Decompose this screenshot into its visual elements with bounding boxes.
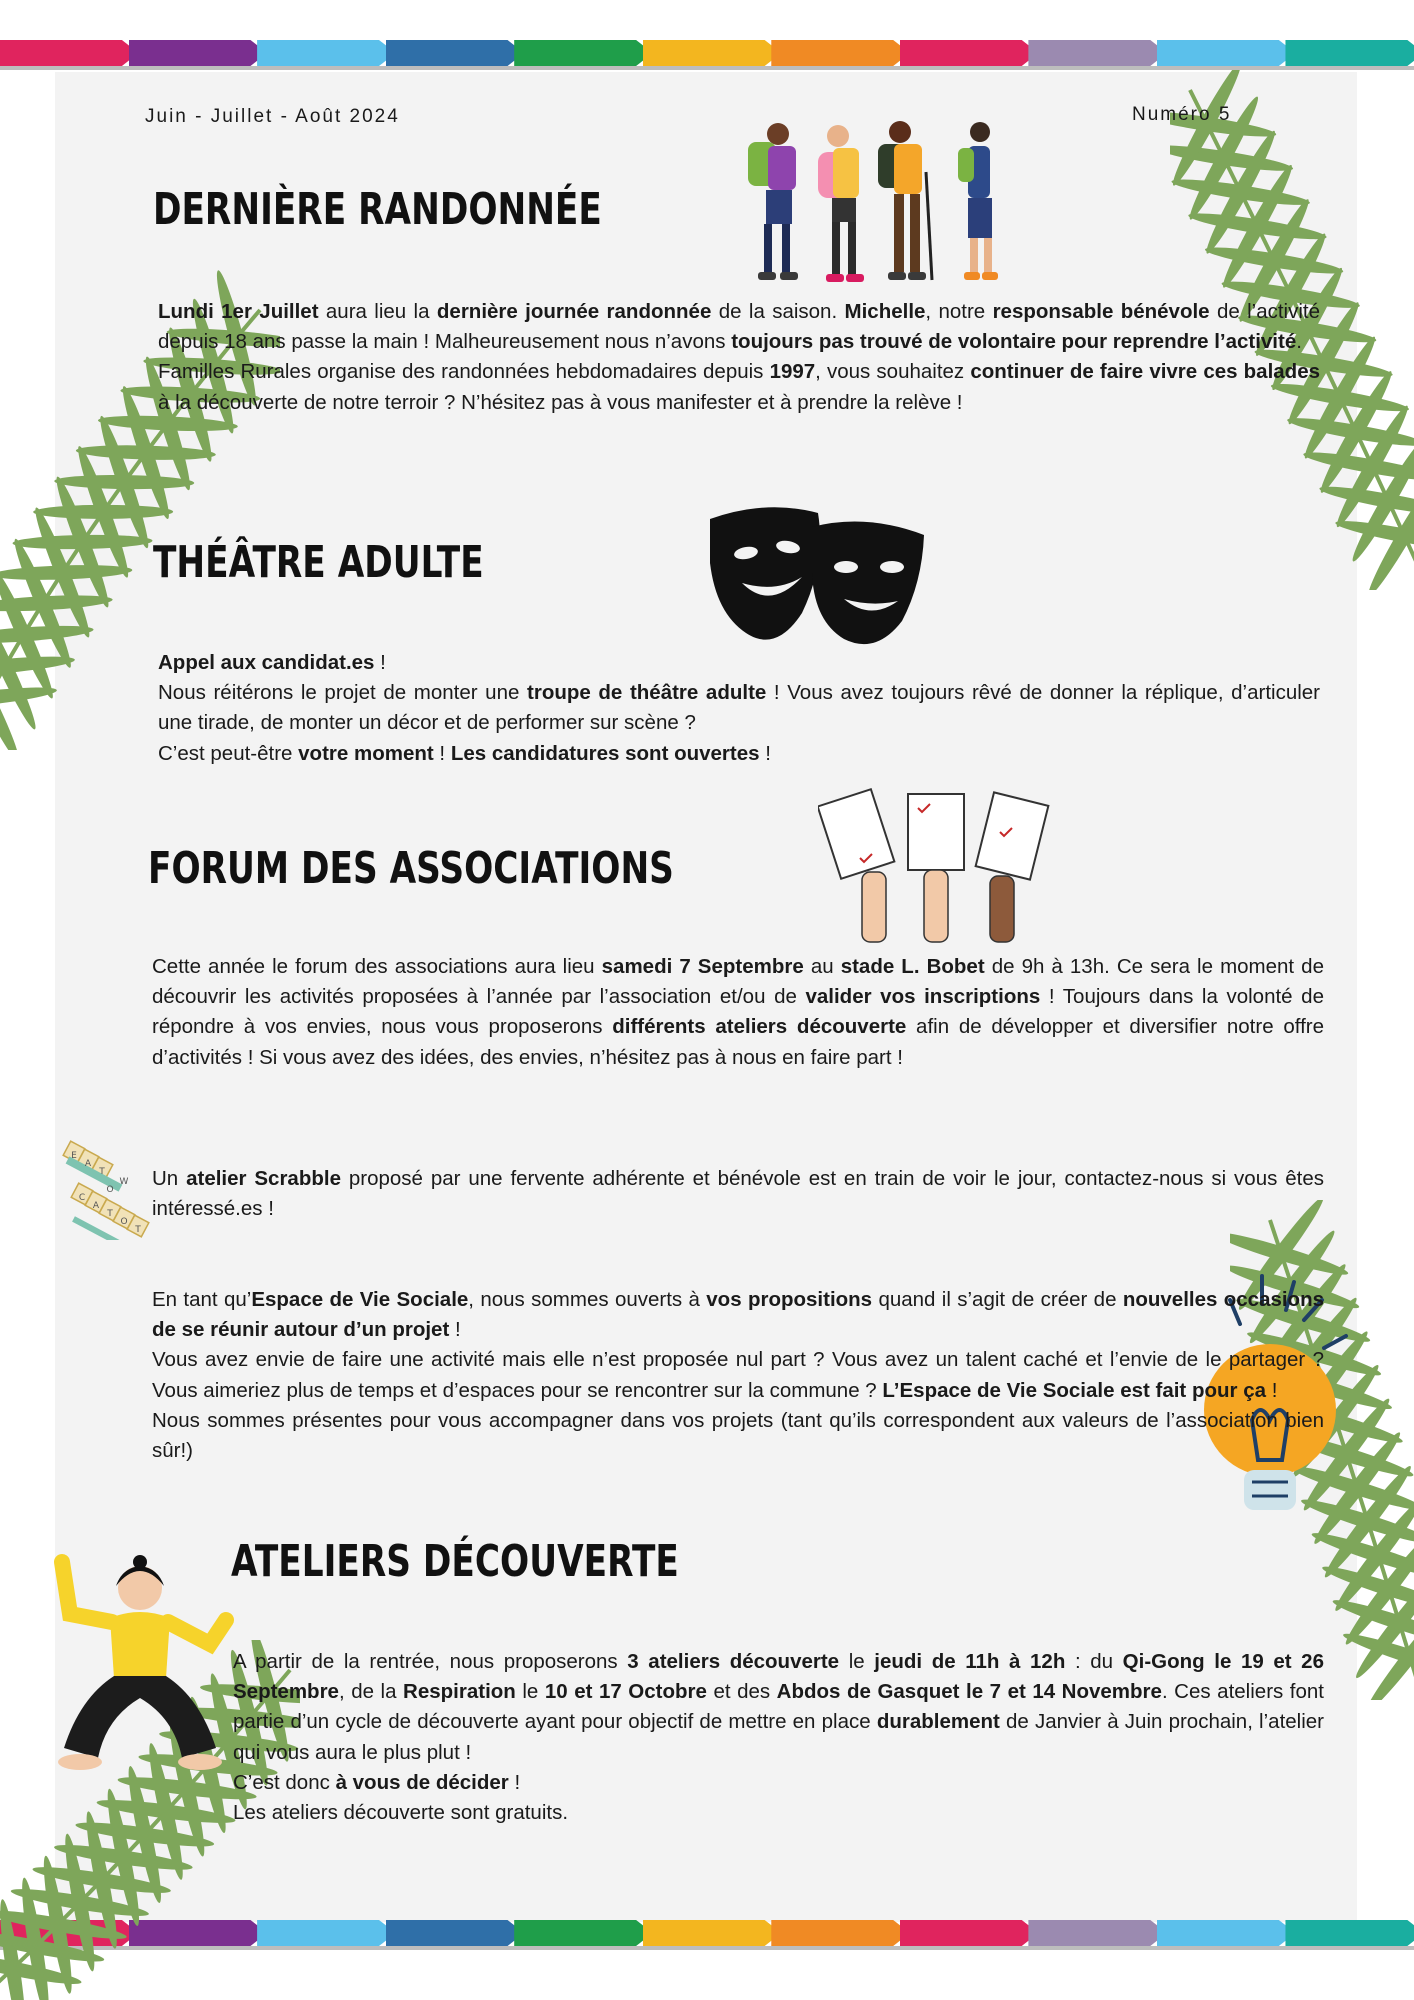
qigong-woman-illustration <box>40 1548 240 1778</box>
bold-text: votre moment <box>298 741 434 765</box>
paragraph <box>152 1345 1324 1405</box>
text: : du <box>1065 1650 1123 1673</box>
theatre-masks-icon <box>706 503 928 651</box>
section-title-forum: FORUM DES ASSOCIATIONS <box>148 843 674 894</box>
stripe-segment <box>1028 1920 1167 1946</box>
text: C’est donc <box>233 1770 336 1794</box>
text: , vous souhaitez <box>815 360 971 384</box>
bold-text: continuer de faire vivre ces balades <box>970 360 1320 384</box>
voting-ballots-illustration <box>818 786 1058 946</box>
section-title-ateliers: ATELIERS DÉCOUVERTE <box>231 1536 679 1587</box>
text: . <box>1296 330 1302 354</box>
text: à la découverte de notre terroir ? N’hésitez pas à vous manifester et à prendre la relève ! <box>158 390 963 414</box>
text: A partir de la rentrée, nous proposerons <box>233 1650 628 1673</box>
bold-text: Michelle <box>844 300 926 323</box>
scrabble-tile-letter: T <box>135 1225 141 1235</box>
randonnee-text <box>158 297 1320 418</box>
paragraph <box>152 1406 1324 1466</box>
bold-text: 3 ateliers découverte <box>627 1650 840 1673</box>
text: aura lieu la <box>318 300 437 323</box>
text: Nous réitérons le projet de monter une <box>158 681 528 705</box>
bold-text: responsable bénévole <box>992 300 1210 323</box>
issue-number: Numéro 5 <box>1132 104 1232 125</box>
scrabble-tiles-icon <box>60 1140 150 1240</box>
forum-text <box>152 952 1324 1073</box>
palm-leaflet <box>0 593 113 614</box>
stripe-segment <box>1157 1920 1296 1946</box>
bold-text: Qi-Gong le 19 et 26 Septembre <box>233 1650 1324 1704</box>
bold-text: durablement <box>876 1710 1000 1734</box>
bold-text: 1997 <box>769 360 816 384</box>
section-title-theatre: THÉÂTRE ADULTE <box>153 537 484 588</box>
scrabble-tile-letter: E <box>71 1151 77 1161</box>
text: afin de développer et diversifier notre offre d’activités ! Si vous avez des idées, des envies, n’hésitez pas à nous en faire part ! <box>152 1015 1324 1069</box>
scrabble-tile-letter: W <box>119 1177 129 1187</box>
stripe-segment <box>771 1920 910 1946</box>
paragraph <box>233 1768 1324 1798</box>
stripe-segment <box>1285 40 1414 66</box>
paragraph <box>158 648 1320 678</box>
stripe-segment <box>386 40 525 66</box>
bold-text: toujours pas trouvé de volontaire pour reprendre l’activité <box>731 330 1297 354</box>
bold-text: dernière journée randonnée <box>436 300 712 323</box>
paragraph <box>233 1647 1324 1768</box>
text: proposé par une fervente adhérente et bénévole est en train de voir le jour, contactez-nous si vous êtes intéressé.es ! <box>152 1167 1324 1221</box>
text: le <box>515 1680 545 1704</box>
stripe-segment <box>771 40 910 66</box>
scrabble-tile-letter: T <box>99 1167 105 1177</box>
bold-text: samedi 7 Septembre <box>601 955 804 978</box>
text: Les ateliers découverte sont gratuits. <box>233 1801 569 1825</box>
text: Un <box>152 1167 187 1190</box>
text: quand il s’agit de créer de <box>872 1288 1123 1311</box>
top-color-stripe <box>0 40 1414 66</box>
bold-text: troupe de théâtre adulte <box>527 681 767 705</box>
paragraph <box>158 739 1320 769</box>
bold-text: Lundi 1er Juillet <box>158 300 319 323</box>
text: ! Vous avez toujours rêvé de donner la réplique, d’articuler une tirade, de monter un décor et de performer sur scène ? <box>158 681 1321 735</box>
scrabble-tile-letter: O <box>106 1185 114 1195</box>
bold-text: Espace de Vie Sociale <box>251 1288 469 1311</box>
text: ! <box>433 741 451 765</box>
text: , de la <box>338 1680 404 1704</box>
bold-text: différents ateliers découverte <box>612 1015 907 1039</box>
stripe-segment <box>900 1920 1039 1946</box>
scrabble-tile-letter: A <box>84 1159 92 1169</box>
text: ! <box>374 651 386 674</box>
text: le <box>839 1650 875 1673</box>
text: , notre <box>925 300 993 323</box>
bold-text: nouvelles occasions de se réunir autour d’un projet <box>152 1288 1325 1342</box>
paragraph <box>158 357 1320 417</box>
bold-text: Respiration <box>403 1680 516 1704</box>
scrabble-tile-letter: A <box>92 1201 100 1211</box>
ateliers-text <box>233 1647 1324 1828</box>
stripe-segment <box>643 40 782 66</box>
paragraph <box>152 952 1324 1073</box>
text: ! Toujours dans la volonté de répondre à vos envies, nous vous proposerons <box>152 985 1324 1039</box>
stripe-segment <box>514 1920 653 1946</box>
text: ! <box>508 1770 521 1794</box>
bold-text: vos propositions <box>706 1288 873 1311</box>
paragraph <box>233 1798 1324 1828</box>
text: Familles Rurales organise des randonnées hebdomadaires depuis <box>158 360 770 384</box>
text: Nous sommes présentes pour vous accompagner dans vos projets (tant qu’ils correspondent aux valeurs de l’association bien sûr!) <box>152 1408 1324 1463</box>
text: de l’activité depuis 18 ans passe la main ! Malheureusement nous n’avons <box>158 300 1321 354</box>
theatre-text <box>158 648 1320 769</box>
stripe-segment <box>1157 40 1296 66</box>
bold-text: jeudi de 11h à 12h <box>874 1650 1066 1673</box>
text: Cette année le forum des associations aura lieu <box>152 955 602 978</box>
stripe-segment <box>1028 40 1167 66</box>
evs-text <box>152 1285 1324 1466</box>
stripe-segment <box>900 40 1039 66</box>
stripe-segment <box>129 40 268 66</box>
bold-text: Abdos de Gasquet le 7 et 14 Novembre <box>776 1680 1162 1704</box>
bold-text: stade L. Bobet <box>840 955 985 978</box>
bold-text: 10 et 17 Octobre <box>544 1680 707 1704</box>
bold-text: L’Espace de Vie Sociale est fait pour ça <box>882 1378 1267 1402</box>
text: Vous avez envie de faire une activité mais elle n’est proposée nul part ? Vous avez un talent caché et l’envie de le partager ? Vous aimeriez plus de temps et d’espaces pour se rencontrer sur la commune ? <box>152 1348 1324 1402</box>
text: , nous sommes ouverts à <box>468 1288 707 1311</box>
stripe-segment <box>386 1920 525 1946</box>
hikers-illustration <box>718 112 1018 287</box>
text: ! <box>449 1318 461 1342</box>
scrabble-tile-letter: T <box>107 1209 113 1219</box>
text: C’est peut-être <box>158 741 299 765</box>
bold-text: valider vos inscriptions <box>805 985 1041 1009</box>
paragraph <box>158 297 1320 357</box>
bold-text: atelier Scrabble <box>186 1167 341 1190</box>
stripe-segment <box>643 1920 782 1946</box>
text: ! <box>1266 1378 1278 1402</box>
scrabble-tile-letter: O <box>120 1217 128 1227</box>
paragraph <box>158 678 1320 738</box>
stripe-segment <box>514 40 653 66</box>
issue-period: Juin - Juillet - Août 2024 <box>145 106 400 127</box>
stripe-segment <box>257 40 396 66</box>
text: . Ces ateliers font partie d’un cycle de découverte ayant pour objectif de mettre en place <box>233 1680 1324 1734</box>
paragraph <box>152 1285 1324 1345</box>
paragraph <box>152 1164 1324 1224</box>
stripe-segment <box>1285 1920 1414 1946</box>
text: En tant qu’ <box>152 1288 252 1311</box>
text: au <box>803 955 841 978</box>
text: et des <box>706 1680 777 1704</box>
bold-text: Appel aux candidat.es <box>158 651 375 674</box>
scrabble-tile-letter: C <box>78 1193 86 1203</box>
bold-text: Les candidatures sont ouvertes <box>450 741 760 765</box>
text: de la saison. <box>711 300 845 323</box>
stripe-segment <box>0 40 139 66</box>
bold-text: à vous de décider <box>335 1770 509 1794</box>
text: ! <box>759 741 771 765</box>
text: de Janvier à Juin prochain, l’atelier qui vous aura le plus plut ! <box>233 1710 1325 1764</box>
text: de 9h à 13h. Ce sera le moment de découvrir les activités proposées à l’année par l’association et/ou de <box>152 955 1324 1009</box>
scrabble-text <box>152 1164 1324 1224</box>
section-title-randonnee: DERNIÈRE RANDONNÉE <box>153 184 602 235</box>
